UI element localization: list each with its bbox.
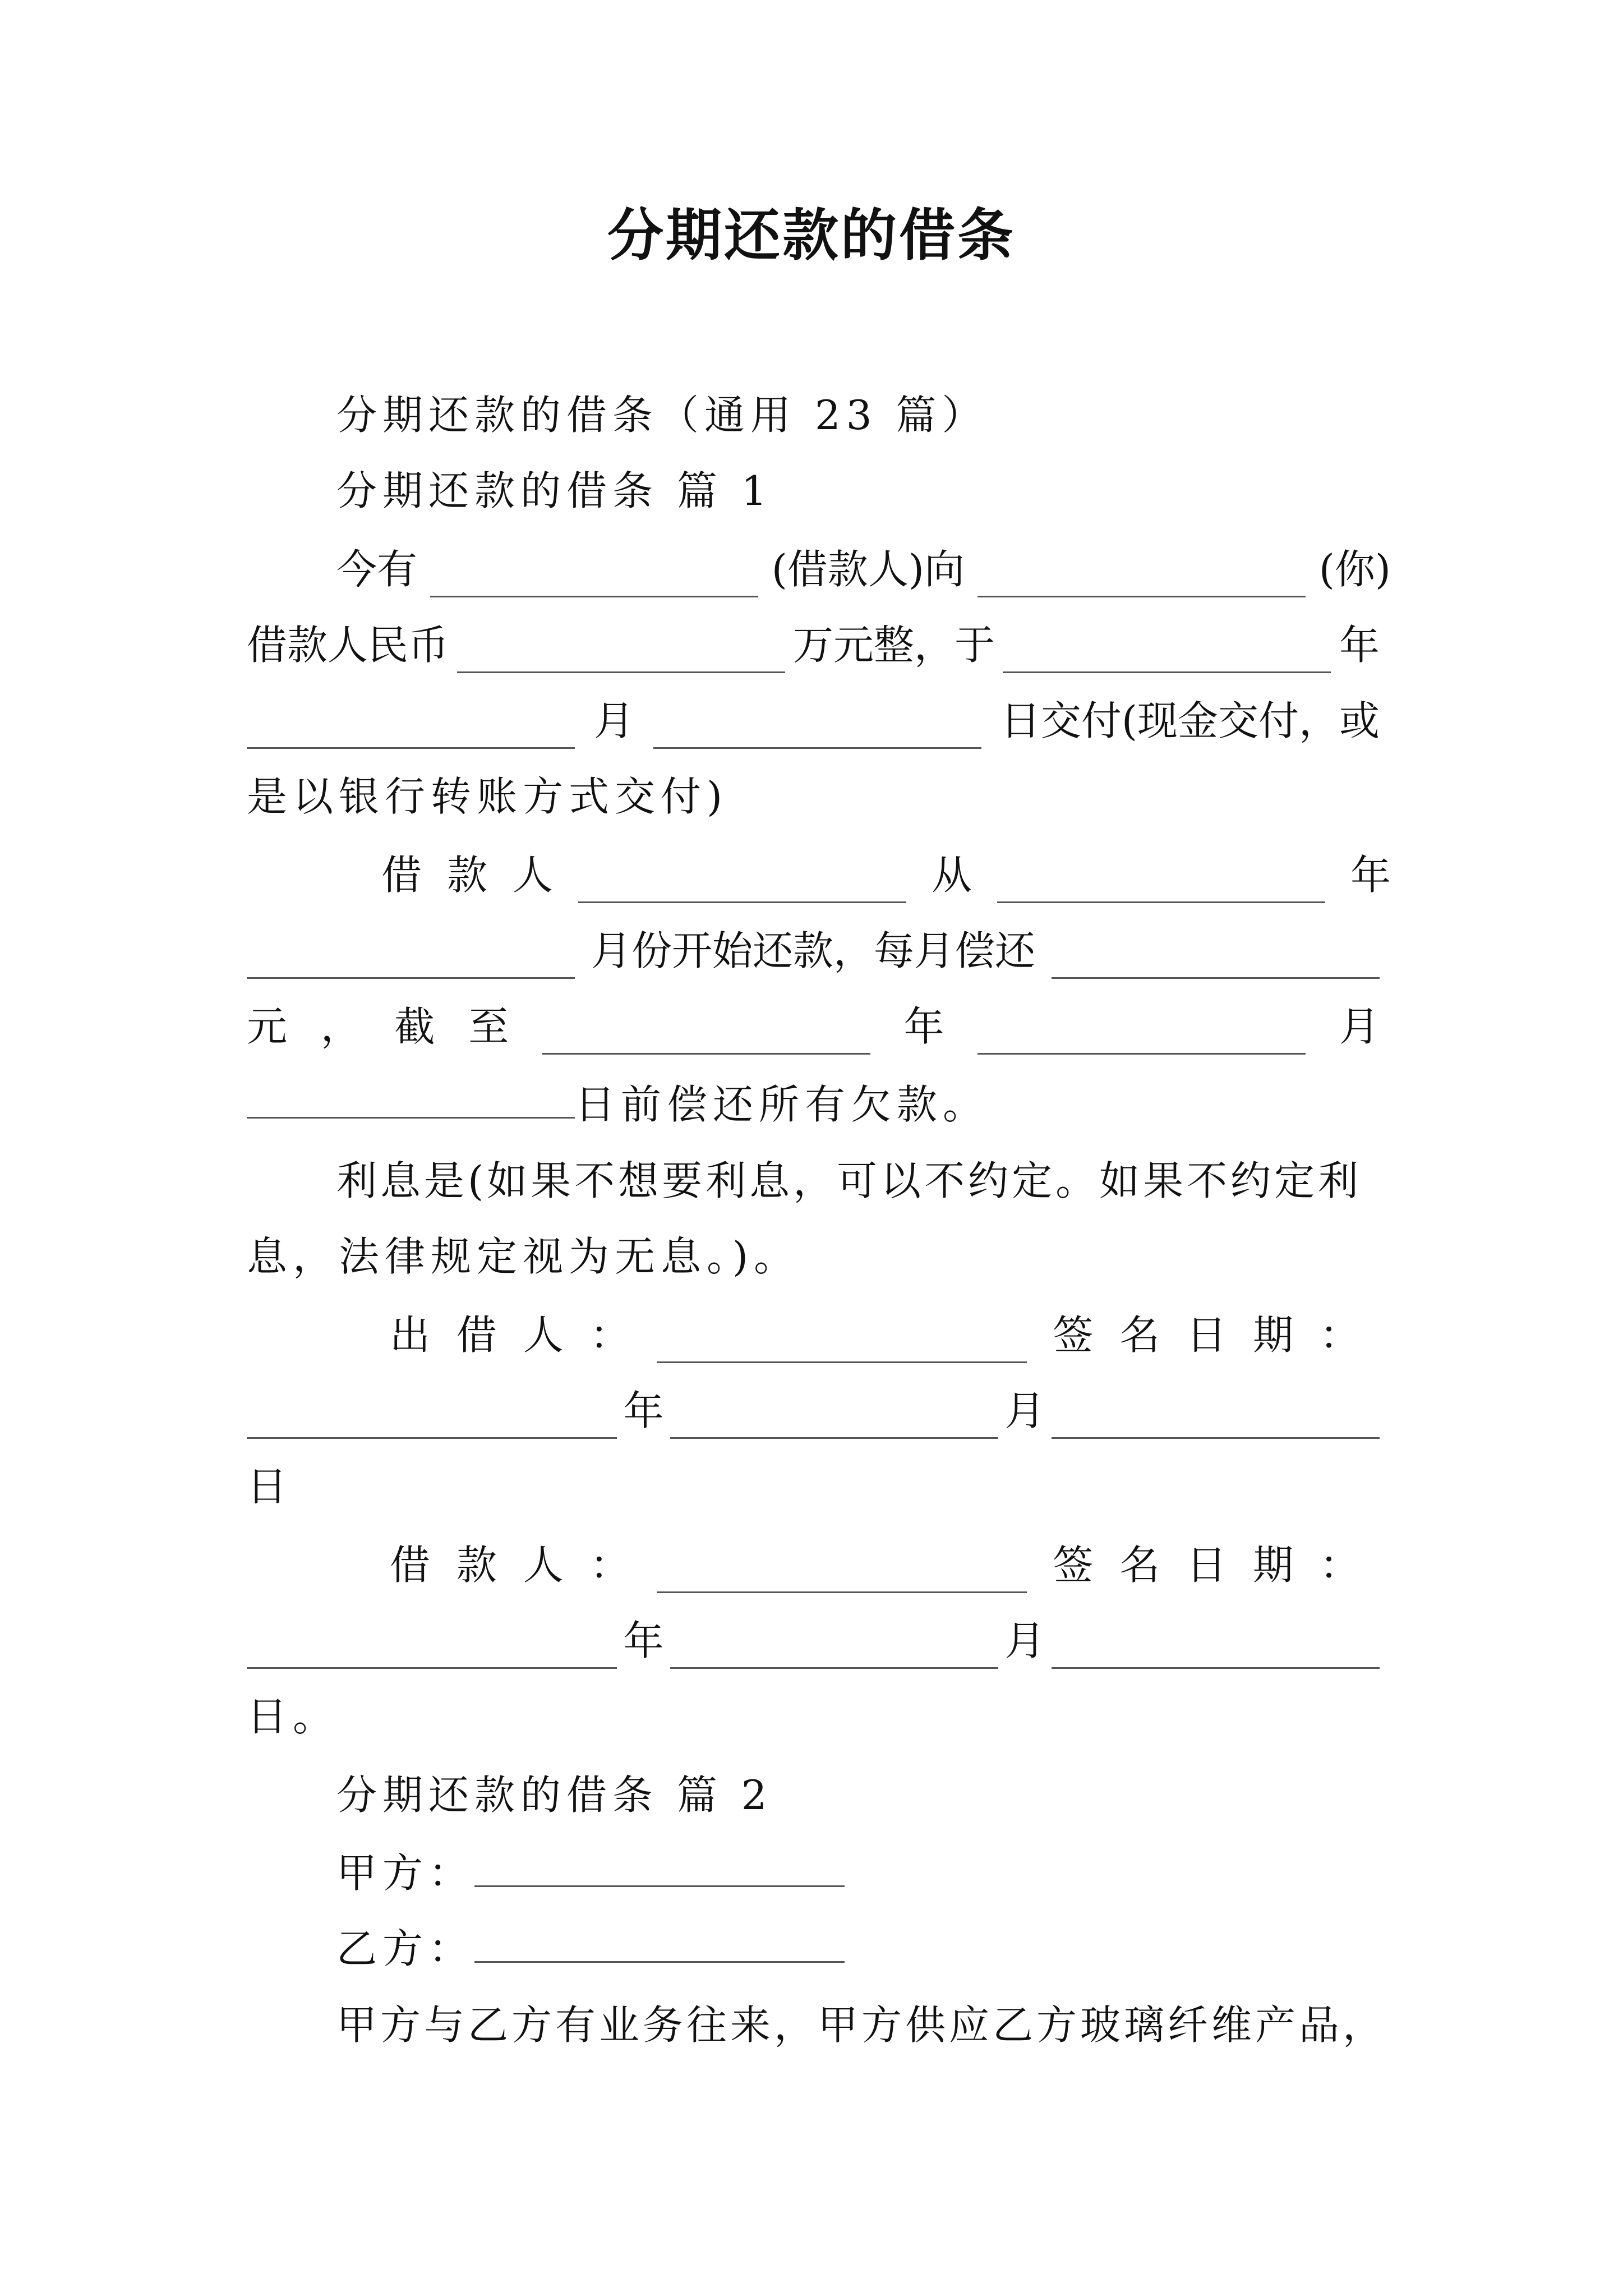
party-a-line bbox=[336, 1843, 845, 1899]
text-fragment: 年 bbox=[623, 1617, 664, 1664]
blank-field bbox=[578, 859, 906, 903]
text-fragment: 月 bbox=[1339, 1003, 1380, 1050]
blank-field bbox=[247, 1074, 575, 1119]
blank-field bbox=[247, 705, 575, 749]
text-fragment: 名 bbox=[1119, 1312, 1160, 1359]
borrower-signature-line bbox=[390, 1537, 1360, 1593]
text-fragment: 期 bbox=[1252, 1542, 1293, 1589]
blank-field bbox=[978, 1010, 1306, 1055]
blank-field bbox=[247, 1625, 617, 1669]
text-fragment: 年 bbox=[623, 1387, 664, 1434]
document-title: 分期还款的借条 bbox=[607, 203, 1016, 268]
blank-field bbox=[997, 859, 1325, 903]
text-fragment: 日前偿还所有欠款。 bbox=[575, 1081, 989, 1128]
text-fragment: 签 bbox=[1053, 1312, 1094, 1359]
text-fragment: 甲方： bbox=[336, 1849, 475, 1897]
paragraph-line bbox=[247, 1613, 1380, 1669]
text-fragment: 借 bbox=[381, 852, 422, 899]
text-fragment: 今有 bbox=[336, 546, 418, 593]
text-fragment: ， bbox=[320, 1003, 361, 1050]
paragraph-line bbox=[247, 999, 1380, 1055]
paragraph-line: 息，法律规定视为无息。)。 bbox=[247, 1233, 800, 1280]
text-fragment: 日交付(现金交付，或 bbox=[1000, 697, 1380, 744]
section-heading-2: 分期还款的借条 篇 2 bbox=[336, 1772, 773, 1819]
paragraph-line: 利息是(如果不想要利息，可以不约定。如果不约定利 bbox=[336, 1157, 1362, 1204]
text-fragment: 至 bbox=[468, 1003, 509, 1050]
blank-field bbox=[657, 1549, 1027, 1593]
text-fragment: 人 bbox=[513, 852, 554, 899]
text-fragment: 借 bbox=[390, 1542, 431, 1589]
text-fragment: ： bbox=[589, 1542, 630, 1589]
text-fragment: 借 bbox=[456, 1312, 497, 1359]
text-fragment: 万元整，于 bbox=[792, 622, 995, 669]
text-fragment: 款 bbox=[456, 1542, 497, 1589]
paragraph-line bbox=[247, 923, 1380, 979]
text-fragment: 月份开始还款，每月偿还 bbox=[591, 927, 1035, 974]
paragraph-line bbox=[247, 617, 1380, 673]
lender-signature-line bbox=[390, 1307, 1360, 1363]
paragraph-line bbox=[381, 847, 1391, 903]
blank-field bbox=[430, 553, 758, 597]
blank-field bbox=[1003, 629, 1331, 673]
text-fragment: 年 bbox=[903, 1003, 944, 1050]
blank-field bbox=[978, 553, 1306, 597]
blank-field bbox=[542, 1010, 870, 1055]
paragraph-line: 是以银行转账方式交付) bbox=[247, 773, 728, 820]
paragraph-line bbox=[336, 541, 1391, 597]
paragraph-line bbox=[247, 1074, 989, 1130]
text-fragment: 元 bbox=[247, 1003, 288, 1050]
text-fragment: 月 bbox=[1004, 1387, 1045, 1434]
blank-field bbox=[1052, 935, 1380, 979]
paragraph-line: 日 bbox=[247, 1463, 293, 1510]
text-fragment: 款 bbox=[447, 852, 488, 899]
blank-field bbox=[457, 629, 785, 673]
text-fragment: 名 bbox=[1119, 1542, 1160, 1589]
blank-field bbox=[653, 705, 981, 749]
blank-field bbox=[670, 1625, 998, 1669]
text-fragment: 日 bbox=[1186, 1312, 1227, 1359]
text-fragment: 日 bbox=[1186, 1542, 1227, 1589]
paragraph-line bbox=[247, 693, 1380, 749]
text-fragment: ： bbox=[1319, 1542, 1360, 1589]
text-fragment: 从 bbox=[931, 852, 972, 899]
blank-field bbox=[247, 935, 575, 979]
text-fragment: (借款人)向 bbox=[771, 546, 965, 593]
text-fragment: 月 bbox=[593, 697, 634, 744]
blank-field bbox=[474, 1843, 845, 1887]
paragraph-line bbox=[247, 1383, 1380, 1439]
paragraph-line: 甲方与乙方有业务往来，甲方供应乙方玻璃纤维产品， bbox=[336, 2001, 1387, 2049]
text-fragment: 签 bbox=[1053, 1542, 1094, 1589]
text-fragment: 年 bbox=[1339, 622, 1380, 669]
text-fragment: 乙方： bbox=[336, 1925, 475, 1972]
text-fragment: 人 bbox=[523, 1542, 564, 1589]
text-fragment: 借款人民币 bbox=[247, 622, 449, 669]
party-b-line bbox=[336, 1918, 845, 1975]
text-fragment: ： bbox=[589, 1312, 630, 1359]
text-fragment: ： bbox=[1319, 1312, 1360, 1359]
text-fragment: 月 bbox=[1004, 1617, 1045, 1664]
text-fragment: 年 bbox=[1350, 852, 1391, 899]
blank-field bbox=[474, 1918, 845, 1963]
blank-field bbox=[670, 1395, 998, 1439]
blank-field bbox=[1052, 1625, 1380, 1669]
text-fragment: 出 bbox=[390, 1312, 431, 1359]
document-subtitle: 分期还款的借条（通用 23 篇） bbox=[336, 392, 988, 439]
blank-field bbox=[247, 1395, 617, 1439]
paragraph-line: 日。 bbox=[247, 1693, 339, 1740]
text-fragment: (你) bbox=[1318, 546, 1391, 593]
text-fragment: 期 bbox=[1252, 1312, 1293, 1359]
text-fragment: 人 bbox=[523, 1312, 564, 1359]
blank-field bbox=[657, 1319, 1027, 1363]
text-fragment: 截 bbox=[394, 1003, 435, 1050]
section-heading-1: 分期还款的借条 篇 1 bbox=[336, 467, 773, 514]
blank-field bbox=[1052, 1395, 1380, 1439]
